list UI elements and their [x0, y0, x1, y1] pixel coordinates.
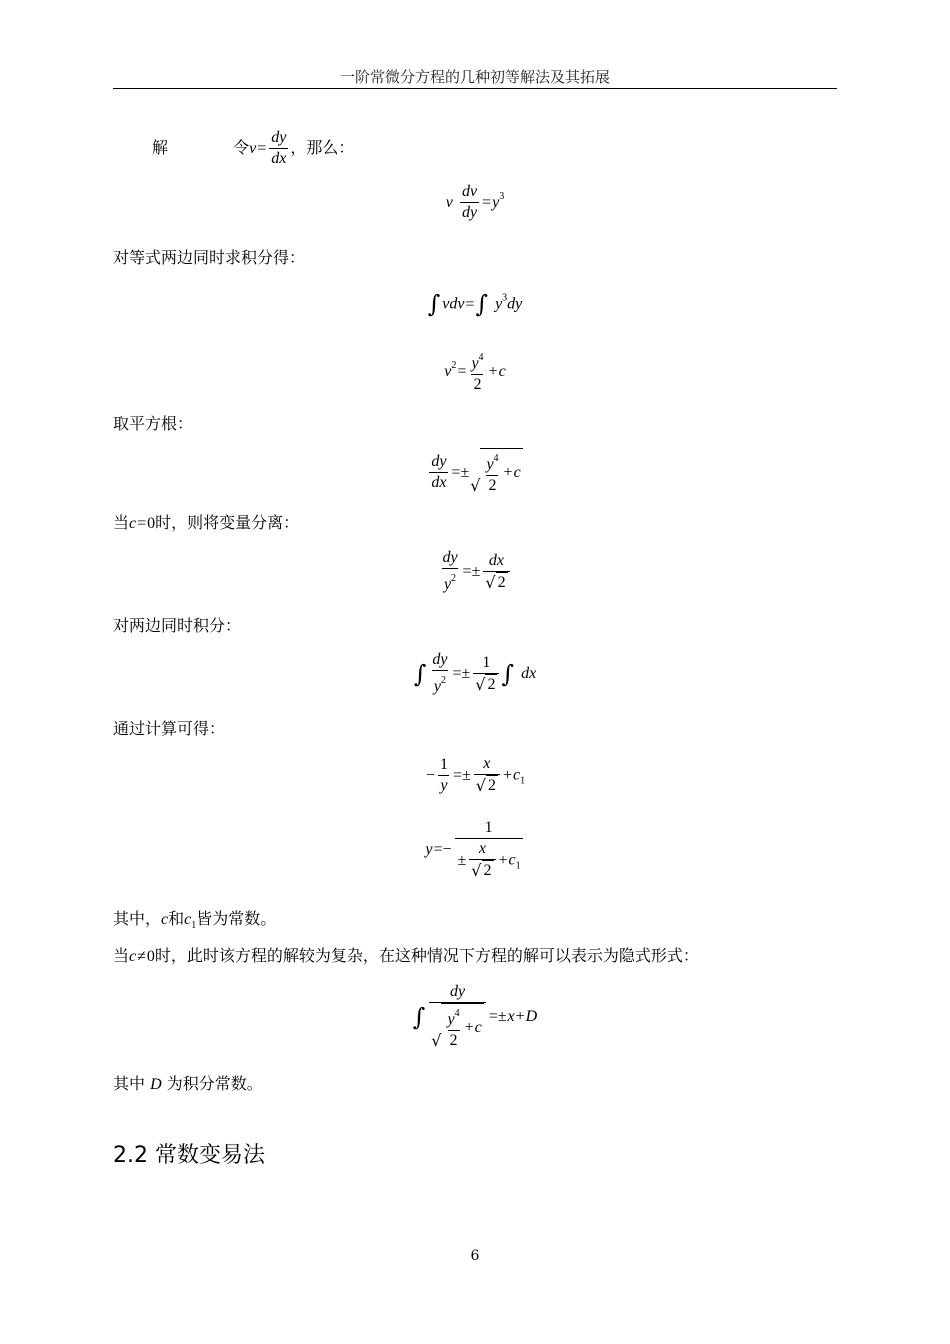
- fraction: $\frac{dy}{dx}$: [271, 129, 287, 167]
- equation-7: − $\frac{1}{y}$ =± x √ 2 $+c_1$: [425, 755, 526, 795]
- equation-4: $\frac{dy}{dx}$ =± √ $\frac{y^4}{2}$ + c: [0, 448, 950, 496]
- text-case-cne0: 当c≠0时，此时该方程的解较为复杂，在这种情况下方程的解可以表示为隐式形式：: [113, 946, 699, 965]
- text-compute: 通过计算可得：: [113, 719, 226, 738]
- text-case-c0: 当c=0时，则将变量分离：: [113, 513, 300, 532]
- running-header: 一阶常微分方程的几种初等解法及其拓展: [339, 68, 610, 86]
- equation-5: $\frac{dy}{y^2}$ =± dx √ 2: [0, 548, 950, 595]
- header-rule: [113, 88, 837, 89]
- let-prefix: 令: [233, 138, 250, 157]
- text-integrate-both-2: 对两边同时积分：: [113, 616, 242, 635]
- text-where-constants: 其中，c和$c_1$皆为常数。: [113, 909, 277, 931]
- equation-2: ∫ vdv=∫ $y^3dy$: [427, 290, 523, 318]
- text-where-d: 其中 D 为积分常数。: [113, 1074, 263, 1093]
- solution-intro: 解 令v= $\frac{dy}{dx}$ ，那么：: [152, 129, 355, 167]
- let-suffix: ，那么：: [290, 138, 355, 157]
- equation-8: y=− 1 ± x √ 2 $+c_1$: [425, 819, 521, 880]
- page-number: 6: [470, 1248, 480, 1264]
- text-take-sqrt: 取平方根：: [113, 414, 194, 433]
- equation-1: v $\frac{dv}{dy}$ $=y^3$: [445, 183, 505, 221]
- equation-6: ∫ $\frac{dy}{y^2}$ =± 1 √ 2 ∫ dx: [413, 651, 537, 695]
- equation-3: $v^2=$ $\frac{y^4}{2}$ +c: [444, 352, 506, 393]
- equation-9: ∫ dy √ $\frac{y^4}{2}$ + c =±x+D: [412, 983, 538, 1050]
- solve-label: 解: [152, 138, 169, 157]
- text-integrate-both: 对等式两边同时求积分得：: [113, 248, 306, 267]
- section-title: 2.2 常数变易法: [113, 1143, 265, 1168]
